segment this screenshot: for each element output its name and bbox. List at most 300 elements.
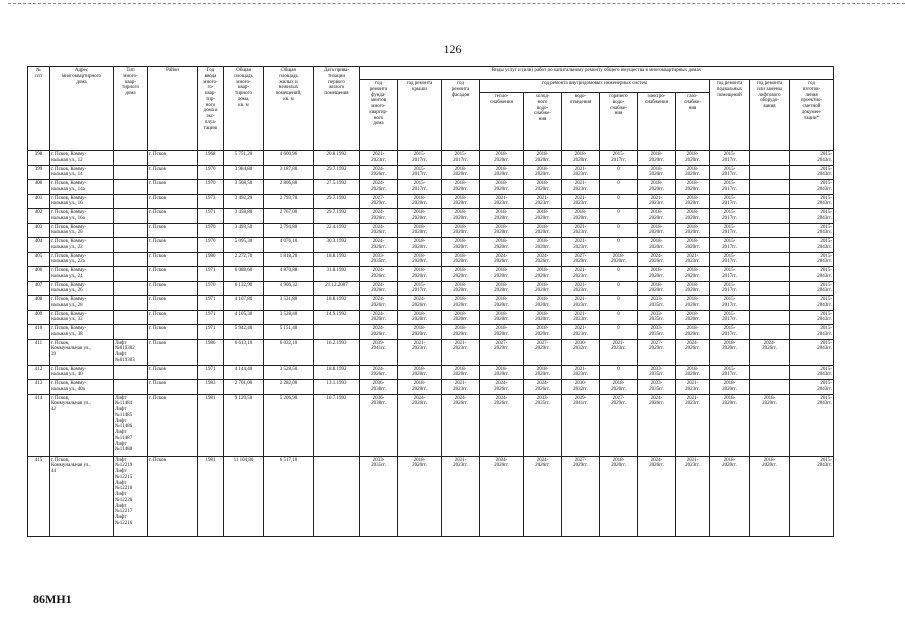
cell-foundation-year: 2039- 2041гг. xyxy=(360,339,398,365)
cell-roof-year: 2018- 2020гг. xyxy=(398,325,442,340)
cell-living-area: 6 517,10 xyxy=(264,456,314,536)
cell-district: г. Псков xyxy=(148,267,198,282)
cell-district: г. Псков xyxy=(148,339,198,365)
cell-hot-water-year: 2018- 2020гг. xyxy=(600,380,638,395)
cell-row-number: 410 xyxy=(28,325,50,340)
cell-year-built: 1968 xyxy=(198,151,224,166)
cell-hot-water-year: 2015- 2017гг. xyxy=(600,151,638,166)
cell-heating-year: 2018- 2020гг. xyxy=(480,325,524,340)
cell-facade-year: 2024- 2026гг. xyxy=(442,394,480,456)
cell-roof-year: 2015- 2017гг. xyxy=(398,151,442,166)
cell-living-area: 3 528,40 xyxy=(264,310,314,325)
cell-facade-year: 2018- 2020гг. xyxy=(442,325,480,340)
cell-cold-water-year: 2018- 2020гг. xyxy=(524,365,562,380)
cell-gas-year: 2018- 2020гг. xyxy=(676,267,710,282)
cell-hot-water-year: 0 xyxy=(600,296,638,311)
cell-living-area: 2 793,70 xyxy=(264,194,314,209)
cell-row-number: 398 xyxy=(28,151,50,166)
hdr-year-built: Год ввода много- го- квар- тир- ного дома в экс- плуа- тацию xyxy=(198,67,224,151)
cell-year-built: 1981 xyxy=(198,394,224,456)
cell-privatization-date: 22.4.1992 xyxy=(314,223,360,238)
cell-heating-year: 2018- 2020гг. xyxy=(480,296,524,311)
cell-total-area: 5 942,40 xyxy=(224,325,264,340)
cell-year-built: 1970 xyxy=(198,180,224,195)
cell-sewage-year: 2021- 2023гг. xyxy=(562,365,600,380)
cell-privatization-date: 21.12.2007 xyxy=(314,281,360,296)
cell-total-area: 11 104,80 xyxy=(224,456,264,536)
cell-electric-year: 2018- 2020гг. xyxy=(638,238,676,253)
cell-facade-year: 2021- 2023гг. xyxy=(442,380,480,395)
cell-elevator-year xyxy=(750,380,790,395)
cell-district: г. Псков xyxy=(148,209,198,224)
cell-total-area: 2 701,00 xyxy=(224,380,264,395)
cell-roof-year: 2024- 2026гг. xyxy=(398,394,442,456)
cell-heating-year: 2018- 2020гг. xyxy=(480,165,524,180)
cell-year-built: 1973 xyxy=(198,194,224,209)
hdr-basement: год ремонта подвальных помещений xyxy=(710,80,750,151)
cell-electric-year: 2024- 2026гг. xyxy=(638,456,676,536)
cell-house-type xyxy=(114,194,148,209)
cell-foundation-year: 2024- 2026гг. xyxy=(360,296,398,311)
cell-facade-year: 2018- 2020гг. xyxy=(442,296,480,311)
cell-house-type xyxy=(114,365,148,380)
cell-row-number: 413 xyxy=(28,380,50,395)
cell-total-area: 9 120,50 xyxy=(224,394,264,456)
cell-total-area: 3 493,50 xyxy=(224,223,264,238)
cell-facade-year: 2021- 2023гг. xyxy=(442,339,480,365)
hdr-num: № п/п xyxy=(28,67,50,151)
cell-sewage-year: 2021- 2023гг. xyxy=(562,238,600,253)
cell-privatization-date xyxy=(314,456,360,536)
cell-row-number: 408 xyxy=(28,296,50,311)
cell-house-type: Лифт №11484 Лифт №11485 Лифт №11486 Лифт №11487 Лифт №11488 xyxy=(114,394,148,456)
cell-address: г. Псков, Комму- нальная ул., 22 xyxy=(50,238,114,253)
cell-roof-year: 2018- 2020гг. xyxy=(398,194,442,209)
cell-privatization-date: 29.7.1992 xyxy=(314,165,360,180)
cell-foundation-year: 2036- 2038гг. xyxy=(360,380,398,395)
hdr-roof: год ремонта крыши xyxy=(398,80,442,151)
cell-district: г. Псков xyxy=(148,165,198,180)
cell-living-area: 5 206,90 xyxy=(264,394,314,456)
cell-gas-year: 2018- 2020гг. xyxy=(676,165,710,180)
cell-district: г. Псков xyxy=(148,325,198,340)
cell-cold-water-year: 2018- 2020гг. xyxy=(524,281,562,296)
table-row xyxy=(28,252,834,267)
cell-district: г. Псков xyxy=(148,296,198,311)
cell-row-number: 409 xyxy=(28,310,50,325)
cell-electric-year: 2033- 2035гг. xyxy=(638,365,676,380)
cell-roof-year: 2015- 2017гг. xyxy=(398,180,442,195)
cell-privatization-date xyxy=(314,325,360,340)
cell-gas-year: 2024- 2026гг. xyxy=(676,339,710,365)
cell-row-number: 399 xyxy=(28,165,50,180)
cell-elevator-year xyxy=(750,281,790,296)
cell-year-built: 1986 xyxy=(198,339,224,365)
cell-basement-year: 2015- 2017гг. xyxy=(710,223,750,238)
cell-sewage-year: 2021- 2023гг. xyxy=(562,310,600,325)
capital-repair-table xyxy=(27,66,834,537)
cell-electric-year: 2018- 2020гг. xyxy=(638,165,676,180)
cell-house-type xyxy=(114,325,148,340)
cell-design-docs-year: 2015- 2043гг. xyxy=(790,165,834,180)
cell-heating-year: 2018- 2020гг. xyxy=(480,238,524,253)
table-row xyxy=(28,394,834,456)
cell-house-type xyxy=(114,380,148,395)
cell-foundation-year: 2024- 2026гг. xyxy=(360,267,398,282)
hdr-systems-group: год ремонта внутридомовых инженерных систем xyxy=(480,80,710,93)
cell-cold-water-year: 2018- 2020гг. xyxy=(524,151,562,166)
cell-house-type xyxy=(114,281,148,296)
cell-privatization-date: 27.5.1992 xyxy=(314,180,360,195)
cell-sewage-year: 2027- 2029гг. xyxy=(562,456,600,536)
cell-roof-year: 2015- 2017гг. xyxy=(398,281,442,296)
cell-basement-year: 2015- 2017гг. xyxy=(710,325,750,340)
cell-basement-year: 2015- 2017гг. xyxy=(710,151,750,166)
cell-cold-water-year: 2024- 2026гг. xyxy=(524,456,562,536)
cell-heating-year: 2018- 2020гг. xyxy=(480,267,524,282)
cell-hot-water-year: 2021- 2023гг. xyxy=(600,339,638,365)
cell-facade-year: 2018- 2020гг. xyxy=(442,194,480,209)
cell-total-area: 6 613,10 xyxy=(224,339,264,365)
cell-heating-year: 2024- 2026гг. xyxy=(480,394,524,456)
cell-row-number: 415 xyxy=(28,456,50,536)
cell-privatization-date: 20.8.1992 xyxy=(314,151,360,166)
cell-design-docs-year: 2015- 2043гг. xyxy=(790,180,834,195)
cell-address: г. Псков, Комму- нальная ул., 20 xyxy=(50,223,114,238)
cell-total-area: 3 508,50 xyxy=(224,180,264,195)
cell-facade-year: 2018- 2020гг. xyxy=(442,238,480,253)
cell-design-docs-year: 2015- 2043гг. xyxy=(790,339,834,365)
cell-heating-year: 2018- 2020гг. xyxy=(480,180,524,195)
cell-living-area: 2 794,80 xyxy=(264,223,314,238)
cell-cold-water-year: 2018- 2020гг. xyxy=(524,223,562,238)
cell-gas-year: 2018- 2020гг. xyxy=(676,281,710,296)
cell-row-number: 405 xyxy=(28,252,50,267)
cell-roof-year: 2015- 2017гг. xyxy=(398,165,442,180)
cell-roof-year: 2018- 2020гг. xyxy=(398,267,442,282)
cell-design-docs-year: 2015- 2043гг. xyxy=(790,238,834,253)
cell-basement-year: 2015- 2017гг. xyxy=(710,281,750,296)
cell-basement-year: 2015- 2017гг. xyxy=(710,165,750,180)
cell-total-area: 2 272,70 xyxy=(224,252,264,267)
cell-foundation-year: 2027- 2029гг. xyxy=(360,194,398,209)
hdr-gas: газо- снабже- ния xyxy=(676,93,710,151)
cell-roof-year: 2018- 2020гг. xyxy=(398,252,442,267)
cell-foundation-year: 2024- 2026гг. xyxy=(360,209,398,224)
cell-cold-water-year: 2018- 2020гг. xyxy=(524,238,562,253)
cell-total-area: 6 132,90 xyxy=(224,281,264,296)
cell-hot-water-year: 0 xyxy=(600,223,638,238)
cell-address: г. Псков, Комму- нальная ул., 22а xyxy=(50,252,114,267)
cell-hot-water-year: 2027- 2029гг. xyxy=(600,394,638,456)
table-row xyxy=(28,310,834,325)
cell-design-docs-year: 2015- 2043гг. xyxy=(790,252,834,267)
cell-roof-year: 2018- 2020гг. xyxy=(398,456,442,536)
cell-facade-year: 2018- 2020гг. xyxy=(442,281,480,296)
cell-address: г. Псков, Комму- нальная ул., 16 xyxy=(50,194,114,209)
cell-basement-year: 2015- 2017гг. xyxy=(710,252,750,267)
cell-design-docs-year: 2015- 2043гг. xyxy=(790,394,834,456)
cell-privatization-date: 18.8.1992 xyxy=(314,252,360,267)
cell-elevator-year: 2018- 2020гг. xyxy=(750,394,790,456)
cell-row-number: 414 xyxy=(28,394,50,456)
cell-sewage-year: 2021- 2023гг. xyxy=(562,180,600,195)
cell-heating-year: 2018- 2020гг. xyxy=(480,365,524,380)
cell-total-area: 3 458,80 xyxy=(224,209,264,224)
cell-cold-water-year: 2024- 2026гг. xyxy=(524,252,562,267)
cell-design-docs-year: 2015- 2043гг. xyxy=(790,223,834,238)
cell-hot-water-year: 0 xyxy=(600,194,638,209)
cell-district: г. Псков xyxy=(148,252,198,267)
cell-house-type xyxy=(114,151,148,166)
hdr-address: Адрес многоквартирного дома xyxy=(50,67,114,151)
cell-cold-water-year: 2018- 2020гг. xyxy=(524,209,562,224)
cell-privatization-date: 13.1.1993 xyxy=(314,380,360,395)
cell-year-built: 1971 xyxy=(198,209,224,224)
table-row xyxy=(28,380,834,395)
hdr-house-type: Тип много- квар- тирного дома xyxy=(114,67,148,151)
cell-gas-year: 2018- 2020гг. xyxy=(676,180,710,195)
cell-year-built: 1970 xyxy=(198,238,224,253)
cell-year-built: 1970 xyxy=(198,165,224,180)
cell-living-area: 3 187,80 xyxy=(264,165,314,180)
cell-electric-year: 2033- 2035гг. xyxy=(638,296,676,311)
cell-district: г. Псков xyxy=(148,180,198,195)
cell-hot-water-year: 0 xyxy=(600,310,638,325)
cell-foundation-year: 2024- 2026гг. xyxy=(360,325,398,340)
cell-basement-year: 2015- 2017гг. xyxy=(710,310,750,325)
cell-roof-year: 2018- 2020гг. xyxy=(398,365,442,380)
cell-roof-year: 2018- 2020гг. xyxy=(398,380,442,395)
cell-privatization-date: 14.9.1992 xyxy=(314,310,360,325)
cell-elevator-year: 2018- 2020гг. xyxy=(750,456,790,536)
cell-row-number: 412 xyxy=(28,365,50,380)
cell-sewage-year: 2018- 2020гг. xyxy=(562,151,600,166)
cell-elevator-year xyxy=(750,267,790,282)
cell-design-docs-year: 2015- 2043гг. xyxy=(790,296,834,311)
cell-basement-year: 2018- 2020гг. xyxy=(710,456,750,536)
cell-facade-year: 2018- 2020гг. xyxy=(442,310,480,325)
cell-heating-year: 2021- 2023гг. xyxy=(480,194,524,209)
cell-basement-year: 2018- 2020гг. xyxy=(710,394,750,456)
cell-heating-year: 2018- 2020гг. xyxy=(480,151,524,166)
cell-district: г. Псков xyxy=(148,456,198,536)
cell-sewage-year: 2021- 2023гг. xyxy=(562,325,600,340)
cell-sewage-year: 2021- 2023гг. xyxy=(562,281,600,296)
cell-facade-year: 2018- 2020гг. xyxy=(442,365,480,380)
cell-gas-year: 2021- 2023гг. xyxy=(676,380,710,395)
hdr-district: Район xyxy=(148,67,198,151)
cell-living-area: 3 531,80 xyxy=(264,296,314,311)
cell-foundation-year: 2033- 2035гг. xyxy=(360,252,398,267)
footer-code: 86МН1 xyxy=(33,592,72,606)
cell-gas-year: 2018- 2020гг. xyxy=(676,238,710,253)
cell-foundation-year: 2024- 2026гг. xyxy=(360,223,398,238)
table-row xyxy=(28,151,834,166)
cell-elevator-year xyxy=(750,223,790,238)
cell-electric-year: 2018- 2020гг. xyxy=(638,180,676,195)
cell-electric-year: 2033- 2035гг. xyxy=(638,380,676,395)
cell-total-area: 5 751,20 xyxy=(224,151,264,166)
cell-facade-year: 2018- 2020гг. xyxy=(442,267,480,282)
cell-electric-year: 2018- 2020гг. xyxy=(638,209,676,224)
cell-district: г. Псков xyxy=(148,238,198,253)
cell-row-number: 404 xyxy=(28,238,50,253)
cell-living-area: 2 282,00 xyxy=(264,380,314,395)
cell-district: г. Псков xyxy=(148,281,198,296)
cell-house-type: Лифт №12219 Лифт №12215 Лифт №12218 Лифт №12220 Лифт №12217 Лифт №12216 xyxy=(114,456,148,536)
cell-basement-year: 2018- 2020гг. xyxy=(710,380,750,395)
hdr-sewage: водо- отведения xyxy=(562,93,600,151)
cell-facade-year: 2018- 2020гг. xyxy=(442,165,480,180)
cell-privatization-date: 31.8.1992 xyxy=(314,267,360,282)
cell-house-type xyxy=(114,209,148,224)
cell-total-area: 4 107,80 xyxy=(224,296,264,311)
cell-electric-year: 2018- 2020гг. xyxy=(638,151,676,166)
cell-basement-year: 2015- 2017гг. xyxy=(710,365,750,380)
cell-facade-year: 2015- 2017гг. xyxy=(442,151,480,166)
cell-hot-water-year: 0 xyxy=(600,325,638,340)
cell-heating-year: 2018- 2020гг. xyxy=(480,281,524,296)
cell-cold-water-year: 2018- 2020гг. xyxy=(524,267,562,282)
table-row xyxy=(28,365,834,380)
cell-living-area: 3 528,50 xyxy=(264,365,314,380)
cell-hot-water-year: 0 xyxy=(600,209,638,224)
cell-design-docs-year: 2015- 2043гг. xyxy=(790,456,834,536)
hdr-living-area: Общая площадь жилых и нежилых помещений, кв. м xyxy=(264,67,314,151)
cell-basement-year: 2015- 2017гг. xyxy=(710,209,750,224)
cell-address: г. Псков, Комму- нальная ул., 28 xyxy=(50,296,114,311)
cell-hot-water-year: 0 xyxy=(600,281,638,296)
cell-cold-water-year: 2033- 2035гг. xyxy=(524,394,562,456)
cell-row-number: 407 xyxy=(28,281,50,296)
cell-address: г. Псков, Комму- нальная ул., 40 xyxy=(50,365,114,380)
cell-roof-year: 2018- 2020гг. xyxy=(398,310,442,325)
cell-facade-year: 2018- 2020гг. xyxy=(442,223,480,238)
cell-basement-year: 2015- 2017гг. xyxy=(710,238,750,253)
cell-foundation-year: 2024- 2026гг. xyxy=(360,165,398,180)
cell-address: г. Псков, Коммунальная ул., 42 xyxy=(50,394,114,456)
cell-electric-year: 2033- 2035гг. xyxy=(638,325,676,340)
cell-house-type xyxy=(114,267,148,282)
cell-facade-year: 2018- 2020гг. xyxy=(442,180,480,195)
cell-address: г. Псков, Комму- нальная ул., 24 xyxy=(50,267,114,282)
cell-foundation-year: 2024- 2026гг. xyxy=(360,365,398,380)
cell-living-area: 1 818,20 xyxy=(264,252,314,267)
cell-design-docs-year: 2015- 2043гг. xyxy=(790,267,834,282)
cell-address: г. Псков, Комму- нальная ул., 16а xyxy=(50,209,114,224)
cell-privatization-date: 16.2.1993 xyxy=(314,339,360,365)
cell-facade-year: 2018- 2020гг. xyxy=(442,209,480,224)
cell-sewage-year: 2027- 2029гг. xyxy=(562,252,600,267)
cell-gas-year: 2021- 2023гг. xyxy=(676,252,710,267)
cell-foundation-year: 2024- 2026гг. xyxy=(360,281,398,296)
cell-gas-year: 2018- 2020гг. xyxy=(676,209,710,224)
cell-electric-year: 2024- 2026гг. xyxy=(638,252,676,267)
cell-basement-year: 2015- 2017гг. xyxy=(710,296,750,311)
cell-hot-water-year: 2018- 2020гг. xyxy=(600,456,638,536)
cell-heating-year: 2024- 2026гг. xyxy=(480,456,524,536)
cell-design-docs-year: 2015- 2043гг. xyxy=(790,365,834,380)
cell-elevator-year xyxy=(750,165,790,180)
cell-total-area: 3 492,20 xyxy=(224,194,264,209)
cell-elevator-year xyxy=(750,238,790,253)
cell-cold-water-year: 2018- 2020гг. xyxy=(524,296,562,311)
cell-district: г. Псков xyxy=(148,380,198,395)
cell-year-built: 1980 xyxy=(198,252,224,267)
cell-foundation-year: 2036- 2038гг. xyxy=(360,394,398,456)
cell-sewage-year: 2021- 2023гг. xyxy=(562,194,600,209)
hdr-elevator: год ремонта или замены лифтового оборудо- вания xyxy=(750,80,790,151)
cell-living-area: 5 151,40 xyxy=(264,325,314,340)
cell-year-built: 1971 xyxy=(198,310,224,325)
cell-year-built: 1971 xyxy=(198,267,224,282)
cell-roof-year: 2024- 2026гг. xyxy=(398,296,442,311)
cell-cold-water-year: 2018- 2020гг. xyxy=(524,165,562,180)
cell-basement-year: 2015- 2017гг. xyxy=(710,194,750,209)
cell-row-number: 401 xyxy=(28,194,50,209)
cell-electric-year: 2027- 2029гг. xyxy=(638,339,676,365)
cell-year-built: 1971 xyxy=(198,325,224,340)
cell-gas-year: 2018- 2020гг. xyxy=(676,223,710,238)
cell-row-number: 406 xyxy=(28,267,50,282)
cell-facade-year: 2021- 2023гг. xyxy=(442,456,480,536)
cell-address: г. Псков, Комму- нальная ул., 32 xyxy=(50,310,114,325)
cell-total-area: 6 088,60 xyxy=(224,267,264,282)
cell-elevator-year: 2024- 2026гг. xyxy=(750,339,790,365)
cell-row-number: 411 xyxy=(28,339,50,365)
cell-gas-year: 2021- 2023гг. xyxy=(676,456,710,536)
cell-sewage-year: 2030- 2032гг. xyxy=(562,380,600,395)
cell-electric-year: 2033- 2035гг. xyxy=(638,310,676,325)
cell-elevator-year xyxy=(750,365,790,380)
hdr-hot-water: горячего водо- снабже- ния xyxy=(600,93,638,151)
cell-heating-year: 2018- 2020гг. xyxy=(480,223,524,238)
cell-electric-year: 2018- 2020гг. xyxy=(638,223,676,238)
cell-cold-water-year: 2018- 2020гг. xyxy=(524,325,562,340)
hdr-privatization-date: Дата прива- тизации первого жилого помещения xyxy=(314,67,360,151)
cell-address: г. Псков, Комму- нальная ул., 40а xyxy=(50,380,114,395)
cell-cold-water-year: 2024- 2026гг. xyxy=(524,380,562,395)
cell-total-area: 4 144,40 xyxy=(224,365,264,380)
cell-house-type xyxy=(114,238,148,253)
cell-gas-year: 2018- 2020гг. xyxy=(676,296,710,311)
cell-heating-year: 2024- 2026гг. xyxy=(480,252,524,267)
cell-roof-year: 2018- 2020гг. xyxy=(398,209,442,224)
top-dashed-border xyxy=(8,3,905,4)
cell-gas-year: 2021- 2023гг. xyxy=(676,394,710,456)
table-row xyxy=(28,223,834,238)
cell-privatization-date: 29.7.1992 xyxy=(314,194,360,209)
cell-address: г. Псков, Комму- нальная ул., 38 xyxy=(50,325,114,340)
cell-total-area: 4 105,30 xyxy=(224,310,264,325)
cell-district: г. Псков xyxy=(148,310,198,325)
cell-year-built: 1970 xyxy=(198,223,224,238)
cell-year-built: 1971 xyxy=(198,365,224,380)
cell-gas-year: 2018- 2020гг. xyxy=(676,310,710,325)
cell-basement-year: 2015- 2017гг. xyxy=(710,267,750,282)
cell-cold-water-year: 2018- 2020гг. xyxy=(524,310,562,325)
cell-privatization-date: 18.8.1992 xyxy=(314,296,360,311)
cell-address: г. Псков, Коммунальная ул., 44 xyxy=(50,456,114,536)
cell-foundation-year: 2021- 2023гг. xyxy=(360,151,398,166)
cell-gas-year: 2018- 2020гг. xyxy=(676,365,710,380)
cell-electric-year: 2024- 2026гг. xyxy=(638,394,676,456)
cell-living-area: 4 906,32 xyxy=(264,281,314,296)
cell-roof-year: 2018- 2020гг. xyxy=(398,238,442,253)
cell-district: г. Псков xyxy=(148,223,198,238)
cell-electric-year: 2021- 2023гг. xyxy=(638,194,676,209)
